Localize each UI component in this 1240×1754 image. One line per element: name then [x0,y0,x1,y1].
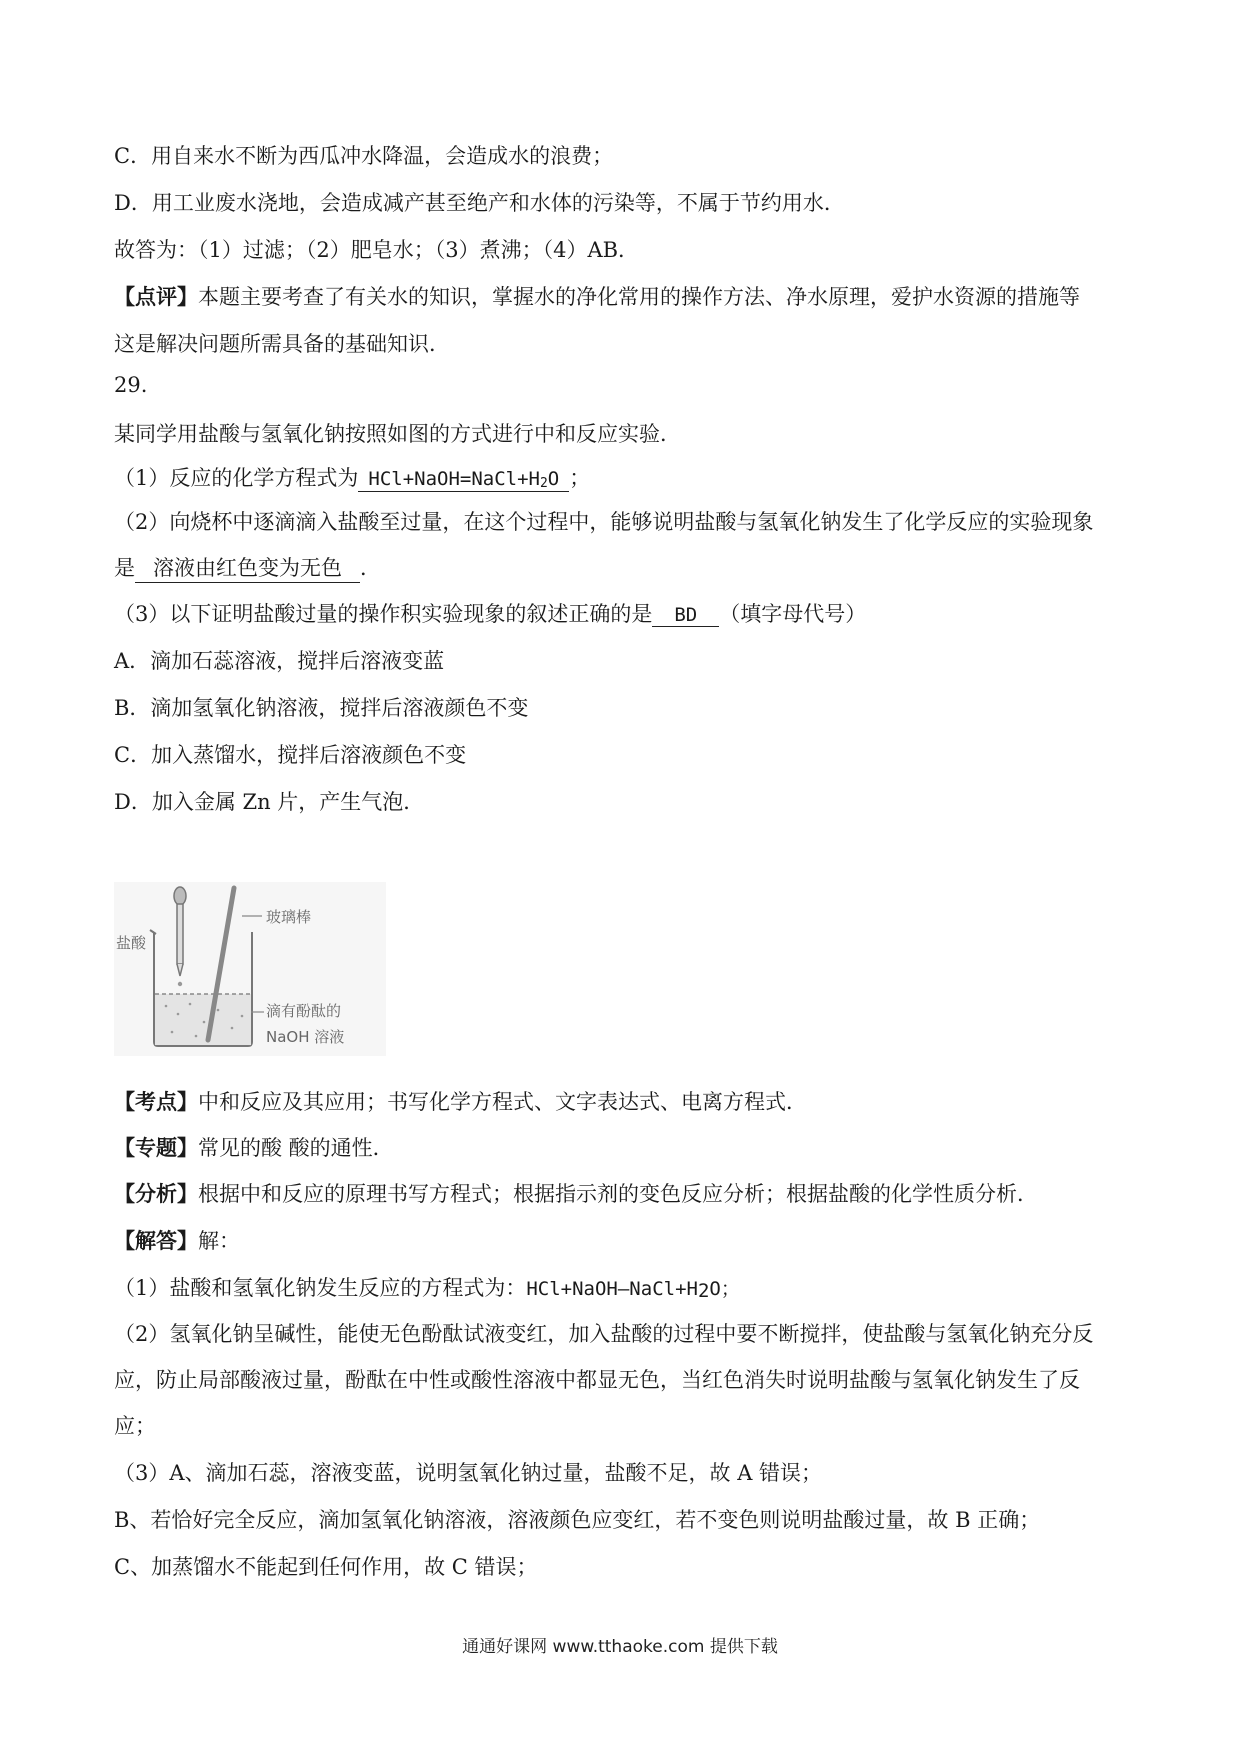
question-part-2-line2 [114,552,381,583]
text-line: 故答为：（1）过滤；（2）肥皂水；（3）煮沸；（4）AB． [114,238,640,262]
answer-1-text: HCl+NaOH=NaCl+H [368,468,540,490]
question-number: 29. [114,373,148,397]
answer-1-end: O [547,468,560,490]
zhuanti-tag: 【专题】 [114,1136,198,1160]
text-line: C．用自来水不断为西瓜冲水降温，会造成水的浪费； [114,144,614,168]
label-acid: 盐酸 [116,934,147,952]
part-2-suffix: ． [360,556,381,580]
question-part-2-line1: （2）向烧杯中逐滴滴入盐酸至过量，在这个过程中，能够说明盐酸与氢氧化钠发生了化学反应的实验现象 [114,510,1094,534]
answer-1-equation: HCl+NaOH—NaCl+H [526,1278,698,1300]
text-line: 这是解决问题所需具备的基础知识． [114,332,450,356]
kaodian-tag: 【考点】 [114,1090,198,1114]
answer-3-line2: B、若恰好完全反应，滴加氢氧化钠溶液，溶液颜色应变红，若不变色则说明盐酸过量，故 B 正确； [114,1508,1041,1532]
zhuanti-text: 常见的酸 酸的通性． [198,1136,394,1160]
option-c: C．加入蒸馏水，搅拌后溶液颜色不变 [114,743,467,767]
comment-tag: 【点评】 [114,285,198,309]
answer-2-line1: （2）氢氧化钠呈碱性，能使无色酚酞试液变红，加入盐酸的过程中要不断搅拌，使盐酸与氢氧化钠充分反 [114,1322,1094,1346]
fenxi-text: 根据中和反应的原理书写方程式；根据指示剂的变色反应分析；根据盐酸的化学性质分析． [198,1182,1038,1206]
zhuanti-line [114,1132,394,1162]
label-solution-1: 滴有酚酞的 [266,1002,342,1020]
part-1-suffix: ； [569,466,591,490]
jieda-text: 解： [198,1229,240,1253]
answer-2-line3: 应； [114,1414,156,1438]
answer-1-prefix: （1）盐酸和氢氧化钠发生反应的方程式为： [114,1276,527,1300]
answer-2-line2: 应，防止局部酸液过量，酚酞在中性或酸性溶液中都显无色，当红色消失时说明盐酸与氢氧化钠发生了反 [114,1368,1080,1392]
kaodian-line [114,1086,807,1116]
part-1-prefix: （1）反应的化学方程式为 [114,466,359,490]
label-solution-2: NaOH 溶液 [266,1028,345,1046]
answer-3-line1: （3）A、滴加石蕊，溶液变蓝，说明氢氧化钠过量，盐酸不足，故 A 错误； [114,1461,823,1485]
option-b: B．滴加氢氧化钠溶液，搅拌后溶液颜色不变 [114,696,529,720]
label-glass-rod: 玻璃棒 [266,908,312,926]
fenxi-tag: 【分析】 [114,1182,198,1206]
answer-blank-3: BD [652,604,719,627]
text-line: D．用工业废水浇地，会造成减产甚至绝产和水体的污染等，不属于节约用水． [114,191,845,215]
answer-1-eq-end: O； [709,1278,740,1300]
question-part-3 [114,598,866,628]
part-2-prefix: 是 [114,556,135,580]
question-part-1 [114,462,590,492]
part-3-suffix: （填字母代号） [719,602,867,626]
fenxi-line [114,1178,1038,1208]
answer-1-eq-subscript: 2 [697,1280,710,1302]
answer-blank-1 [358,468,569,492]
answer-3-line3: C、加蒸馏水不能起到任何作用，故 C 错误； [114,1555,538,1579]
kaodian-text: 中和反应及其应用；书写化学方程式、文字表达式、电离方程式． [198,1090,807,1114]
question-stem: 某同学用盐酸与氢氧化钠按照如图的方式进行中和反应实验． [114,422,681,446]
comment-line [114,281,1080,311]
beaker-figure [114,882,386,1056]
answer-1-line [114,1272,740,1302]
comment-text: 本题主要考查了有关水的知识，掌握水的净化常用的操作方法、净水原理，爱护水资源的措施等 [198,285,1080,309]
part-3-prefix: （3）以下证明盐酸过量的操作积实验现象的叙述正确的是 [114,602,653,626]
page-footer: 通通好课网 www.tthaoke.com 提供下载 [462,1637,778,1657]
option-d: D．加入金属 Zn 片，产生气泡． [114,790,425,814]
option-a: A．滴加石蕊溶液，搅拌后溶液变蓝 [114,649,445,673]
answer-1-subscript: 2 [539,476,548,491]
jieda-line [114,1225,240,1255]
jieda-tag: 【解答】 [114,1229,198,1253]
answer-blank-2: 溶液由红色变为无色 [135,552,360,583]
